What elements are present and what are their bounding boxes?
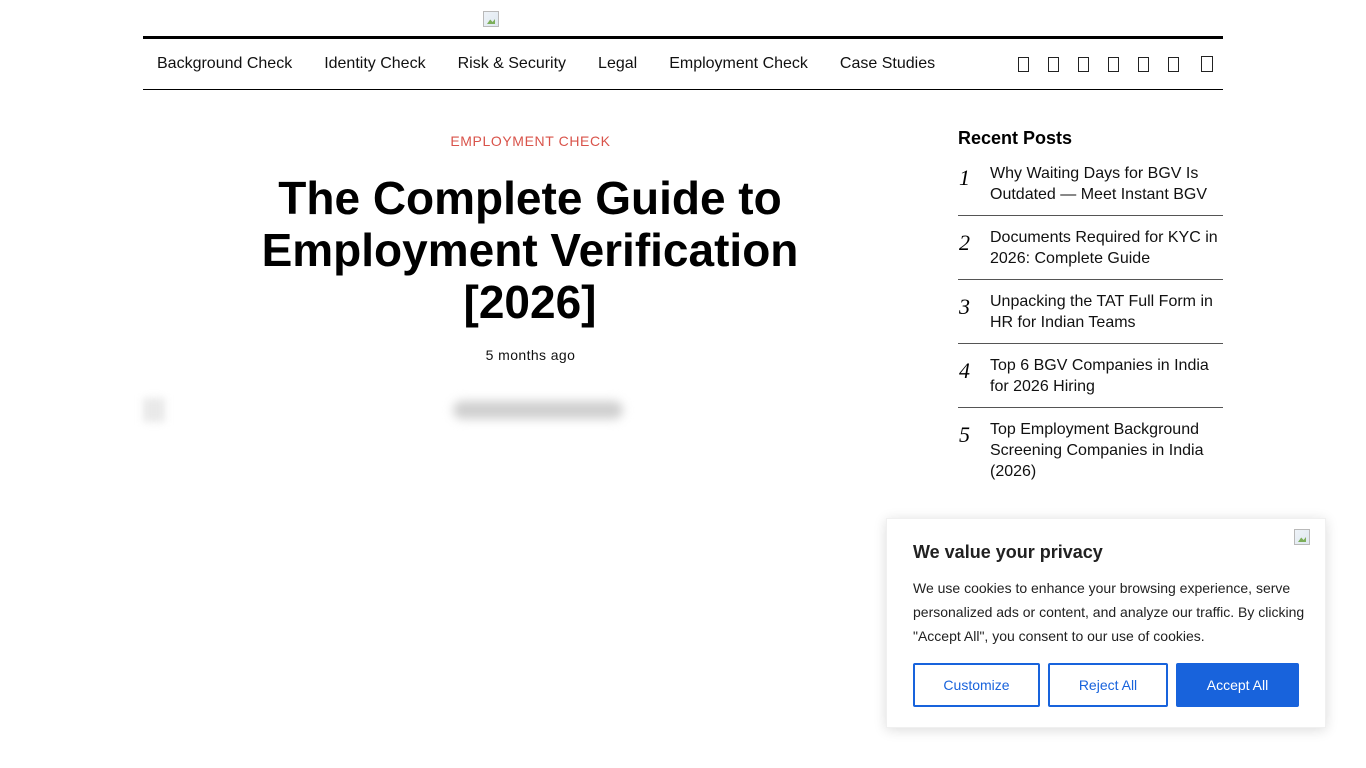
post-title[interactable]: Unpacking the TAT Full Form in HR for Indian Teams — [990, 293, 1213, 331]
social-icon[interactable] — [1138, 57, 1149, 72]
social-icon[interactable] — [1168, 57, 1179, 72]
post-number: 2 — [959, 230, 970, 255]
article-category[interactable]: EMPLOYMENT CHECK — [450, 133, 611, 149]
article-title: The Complete Guide to Employment Verification [2026] — [261, 172, 799, 328]
broken-image-icon — [483, 11, 499, 27]
post-number: 1 — [959, 165, 970, 190]
social-icon[interactable] — [1018, 57, 1029, 72]
post-number: 5 — [959, 422, 970, 447]
article — [143, 90, 918, 768]
recent-post-item[interactable] — [958, 344, 1223, 408]
cookie-title: We value your privacy — [913, 542, 1103, 562]
recent-post-item[interactable] — [958, 163, 1223, 216]
nav-item-identity-check[interactable]: Identity Check — [324, 55, 426, 72]
broken-image-icon — [1294, 529, 1310, 545]
nav-item-background-check[interactable]: Background Check — [157, 55, 293, 72]
sidebar-title: Recent Posts — [958, 128, 1073, 148]
article-date: 5 months ago — [485, 347, 576, 363]
post-title[interactable]: Top Employment Background Screening Companies in India (2026) — [990, 421, 1204, 480]
recent-post-item[interactable] — [958, 280, 1223, 344]
blurred-image-placeholder — [143, 398, 165, 422]
recent-post-item[interactable] — [958, 408, 1223, 492]
site-logo[interactable] — [483, 11, 499, 27]
cookie-description: We use cookies to enhance your browsing experience, serve personalized ads or content, and analyze our traffic. By clicking "Accept All", you consent to our use of cookies. — [913, 580, 1305, 644]
accept-all-button[interactable]: Accept All — [1176, 663, 1299, 707]
search-icon[interactable] — [1201, 56, 1213, 72]
close-icon[interactable] — [1294, 529, 1310, 545]
blurred-caption-placeholder — [453, 401, 623, 419]
social-icons — [999, 39, 1213, 89]
cookie-consent-banner — [886, 518, 1326, 728]
post-number: 3 — [959, 294, 970, 319]
post-number: 4 — [959, 358, 970, 383]
recent-posts-sidebar — [958, 128, 1223, 492]
main-nav — [143, 36, 1223, 90]
nav-item-legal[interactable]: Legal — [598, 55, 638, 72]
reject-all-button[interactable]: Reject All — [1048, 663, 1168, 707]
nav-item-case-studies[interactable]: Case Studies — [839, 55, 936, 72]
customize-button[interactable]: Customize — [913, 663, 1040, 707]
post-title[interactable]: Documents Required for KYC in 2026: Complete Guide — [990, 229, 1218, 267]
social-icon[interactable] — [1048, 57, 1059, 72]
post-title[interactable]: Why Waiting Days for BGV Is Outdated — Meet Instant BGV — [990, 165, 1207, 203]
nav-item-employment-check[interactable]: Employment Check — [669, 55, 808, 72]
recent-post-item[interactable] — [958, 216, 1223, 280]
nav-links — [157, 39, 967, 89]
social-icon[interactable] — [1078, 57, 1089, 72]
post-title[interactable]: Top 6 BGV Companies in India for 2026 Hiring — [990, 357, 1209, 395]
nav-item-risk-security[interactable]: Risk & Security — [457, 55, 567, 72]
social-icon[interactable] — [1108, 57, 1119, 72]
